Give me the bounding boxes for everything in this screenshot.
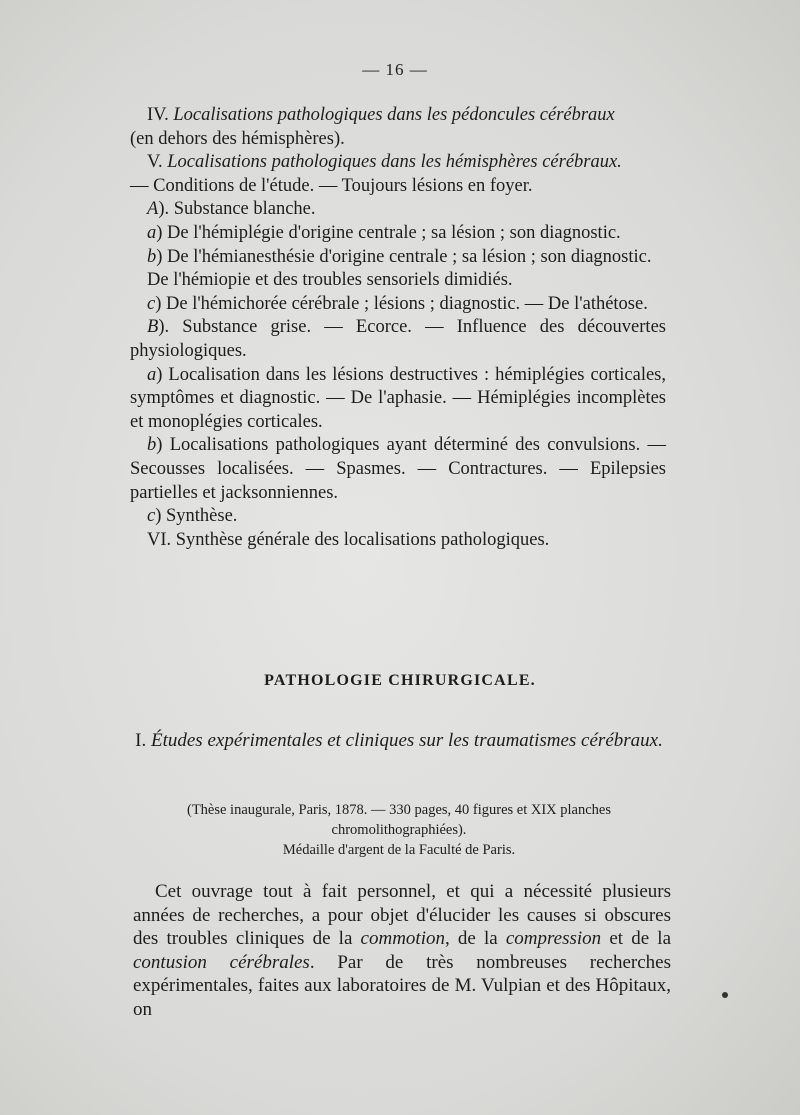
section-heading: PATHOLOGIE CHIRURGICALE. [264, 672, 536, 689]
toc-line: b) Localisations pathologiques ayant déterminé des convulsions. — Secousses localisées. — Spasmes. — Contractures. — Epilepsies partielles et jacksonniennes. [130, 435, 666, 503]
toc-num: IV. [147, 105, 169, 125]
toc-line: A). Substance blanche. [147, 199, 316, 220]
toc-line: — Conditions de l'étude. — Toujours lésions en foyer. [130, 175, 533, 196]
toc-line: a) De l'hémiplégie d'origine centrale ; sa lésion ; son diagnostic. [147, 222, 621, 243]
study-title [130, 729, 668, 753]
toc-num: V. [147, 152, 163, 173]
paragraph: Cet ouvrage tout à fait personnel, et qui a nécessité plusieurs années de recherches, a pour objet d'élucider les causes si obscures des troubles cliniques de la commotion, de la compression et de la contusion cérébrales. Par de très nombreuses recherches expérimentales, faites aux laboratoires de M. Vulpian et des Hôpitaux, on [133, 881, 672, 1020]
thesis-note [130, 800, 668, 860]
toc-line: a) Localisation dans les lésions destructives : hémiplégies corticales, symptômes et diagnostic. — De l'aphasie. — Hémiplégies incomplètes et monoplégies corticales. [130, 364, 666, 432]
study-title-text: Études expérimentales et cliniques sur les traumatismes cérébraux. [150, 730, 663, 751]
toc-title: Localisations pathologiques dans les hémisphères cérébraux. [167, 152, 622, 173]
thesis-award: Médaille d'argent de la Faculté de Paris. [282, 842, 516, 858]
body-text [133, 880, 671, 1021]
toc-item-iv [130, 104, 666, 128]
toc-line: c) De l'hémichorée cérébrale ; lésions ; diagnostic. — De l'athétose. [147, 293, 648, 314]
toc-item-v [130, 151, 666, 175]
toc-line: B). Substance grise. — Ecorce. — Influence des découvertes physiologiques. [130, 317, 666, 361]
toc-line: De l'hémiopie et des troubles sensoriels dimidiés. [147, 270, 513, 291]
toc-title: Localisations pathologiques dans les pédoncules cérébraux [173, 105, 615, 125]
study-number: I. [135, 730, 147, 751]
toc-line: (en dehors des hémisphères). [130, 128, 345, 149]
toc-line: c) Synthèse. [147, 506, 238, 527]
page-number: — 16 — [362, 60, 428, 79]
ink-speck [722, 992, 728, 998]
table-of-contents [130, 104, 666, 552]
toc-line: b) De l'hémianesthésie d'origine centrale ; sa lésion ; son diagnostic. [147, 246, 652, 267]
thesis-line: (Thèse inaugurale, Paris, 1878. — 330 pages, 40 figures et XIX planches chromolithographiées). [186, 802, 611, 838]
toc-line: VI. Synthèse générale des localisations pathologiques. [147, 529, 550, 550]
